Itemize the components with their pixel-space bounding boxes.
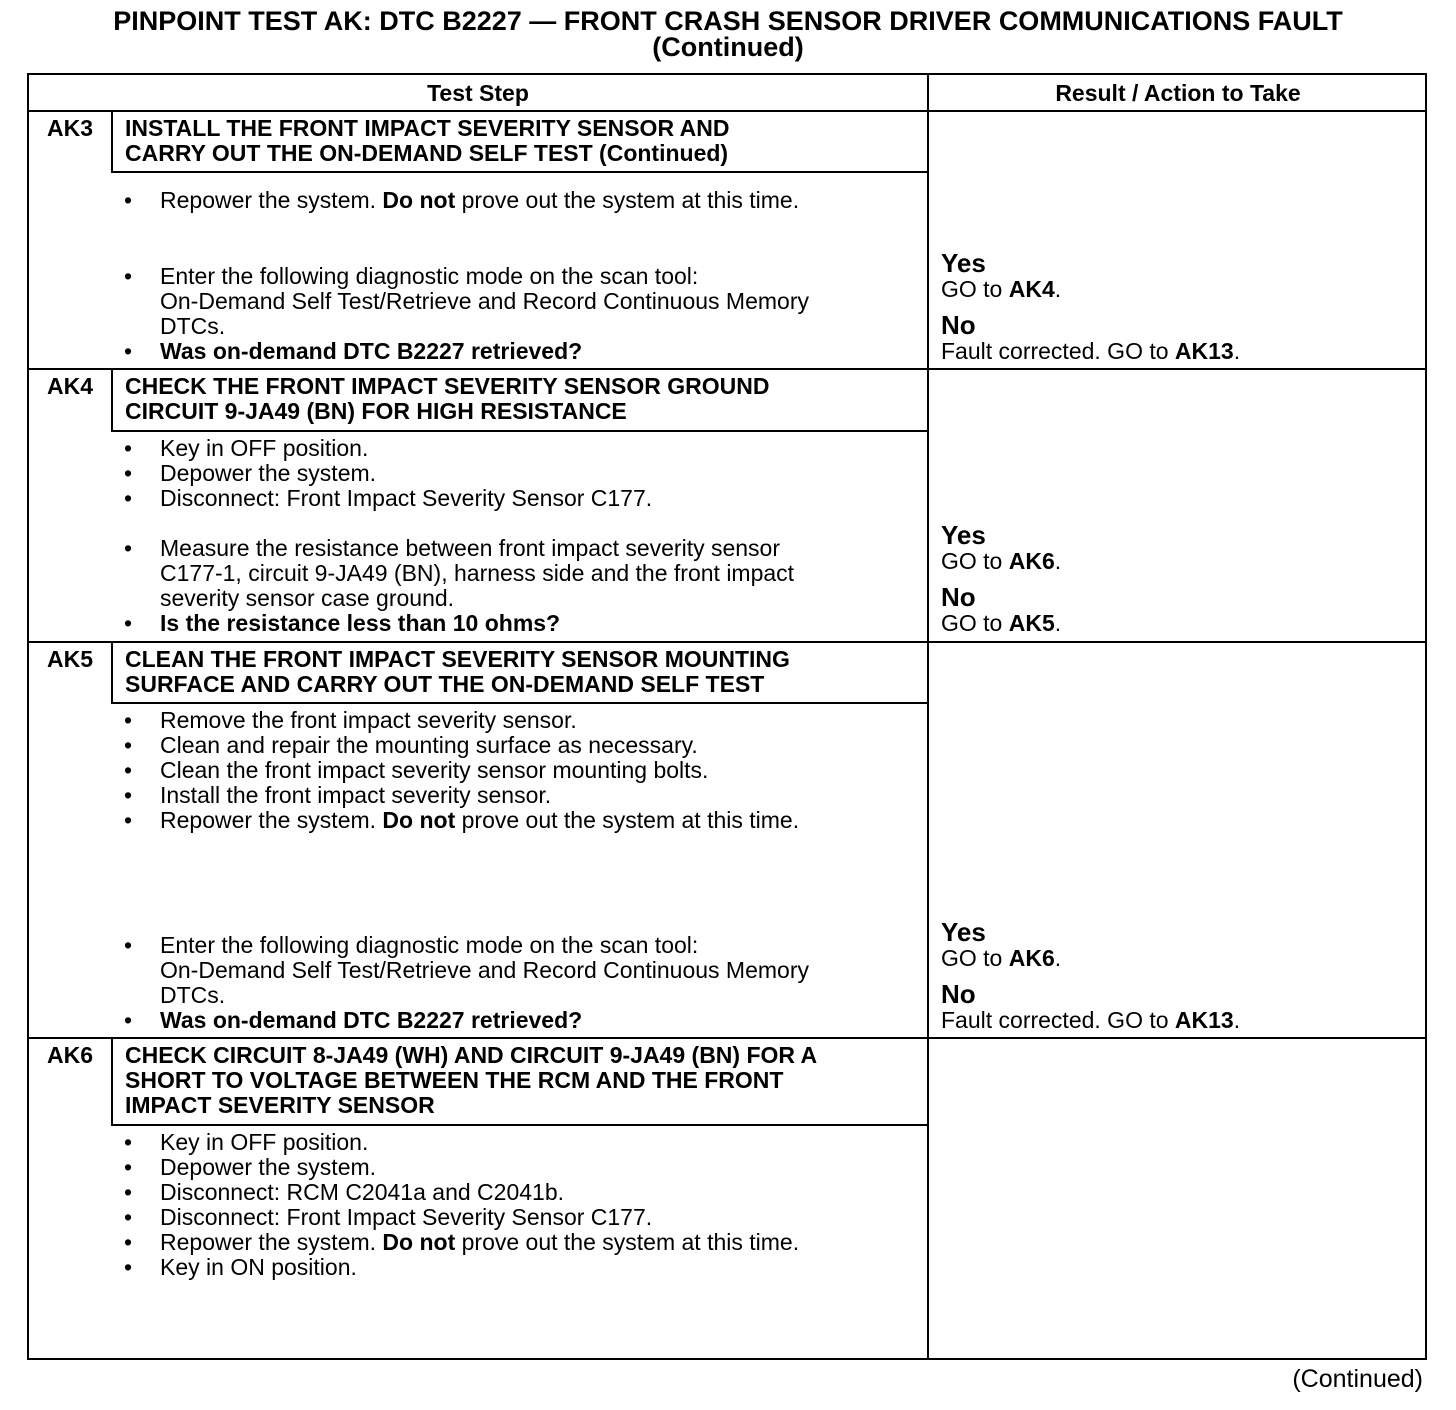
step-id: AK3 (46, 115, 93, 141)
goto-link[interactable]: AK6 (1008, 548, 1055, 574)
title-line-1: PINPOINT TEST AK: DTC B2227 — FRONT CRASH SENSOR DRIVER COMMUNICATIONS FAULT (113, 6, 1343, 36)
step-id: AK5 (46, 646, 93, 672)
step-heading: CHECK CIRCUIT 8-JA49 (WH) AND CIRCUIT 9-JA49 (BN) FOR A SHORT TO VOLTAGE BETWEEN THE RCM AND THE FRONT IMPACT SEVERITY SENSOR (125, 1042, 818, 1118)
header-test-step: Test Step (427, 80, 529, 106)
header-result: Result / Action to Take (1055, 80, 1301, 106)
step-id: AK4 (46, 373, 93, 399)
result-yes: Yes GO to AK4. (941, 248, 1062, 302)
continued-footer: (Continued) (1292, 1365, 1423, 1393)
result-no: No GO to AK5. (941, 582, 1062, 636)
step-body: • Key in OFF position. • Depower the system. • Disconnect: RCM C2041a and C2041b. • Disconnect: Front Impact Severity Sensor C177. • Repower the system. Do not prove out the system at this time. • Key in ON position. (124, 1129, 800, 1280)
result-no: No Fault corrected. GO to AK13. (941, 310, 1241, 364)
goto-link[interactable]: AK13 (1174, 1007, 1234, 1033)
goto-link[interactable]: AK4 (1008, 276, 1055, 302)
goto-link[interactable]: AK13 (1174, 338, 1234, 364)
page-title (0, 8, 1456, 60)
result-yes: Yes GO to AK6. (941, 520, 1062, 574)
step-body: • Remove the front impact severity sensor. • Clean and repair the mounting surface as necessary. • Clean the front impact severity sensor mounting bolts. • Install the front impact severity sensor. • Repower the system. Do not prove out the system at this time. • Enter the following diagnostic mode on the scan tool: On-Demand Self Test/Retrieve and Record Continuous Memory DTCs. • Was on-demand DTC B2227 retrieved? (124, 707, 809, 1033)
test-table (27, 73, 1427, 1360)
result-yes: Yes GO to AK6. (941, 917, 1062, 971)
step-heading: CHECK THE FRONT IMPACT SEVERITY SENSOR GROUND CIRCUIT 9-JA49 (BN) FOR HIGH RESISTANCE (125, 373, 770, 424)
step-body: • Key in OFF position. • Depower the system. • Disconnect: Front Impact Severity Sensor C177. • Measure the resistance between front impact severity sensor C177-1, circuit 9-JA49 (BN), harness side and the front impact severity sensor case ground. • Is the resistance less than 10 ohms? (124, 435, 795, 636)
step-heading: CLEAN THE FRONT IMPACT SEVERITY SENSOR MOUNTING SURFACE AND CARRY OUT THE ON-DEMAND SELF TEST (125, 646, 790, 697)
step-heading: INSTALL THE FRONT IMPACT SEVERITY SENSOR AND CARRY OUT THE ON-DEMAND SELF TEST (Continued) (125, 115, 730, 166)
step-body: • Repower the system. Do not prove out the system at this time. • Enter the following diagnostic mode on the scan tool: On-Demand Self Test/Retrieve and Record Continuous Memory DTCs. • Was on-demand DTC B2227 retrieved? (124, 187, 809, 364)
goto-link[interactable]: AK5 (1008, 610, 1055, 636)
goto-link[interactable]: AK6 (1008, 945, 1055, 971)
result-column (929, 75, 1427, 1360)
title-line-2: (Continued) (652, 32, 804, 62)
result-no: No Fault corrected. GO to AK13. (941, 979, 1241, 1033)
step-id: AK6 (46, 1042, 93, 1068)
